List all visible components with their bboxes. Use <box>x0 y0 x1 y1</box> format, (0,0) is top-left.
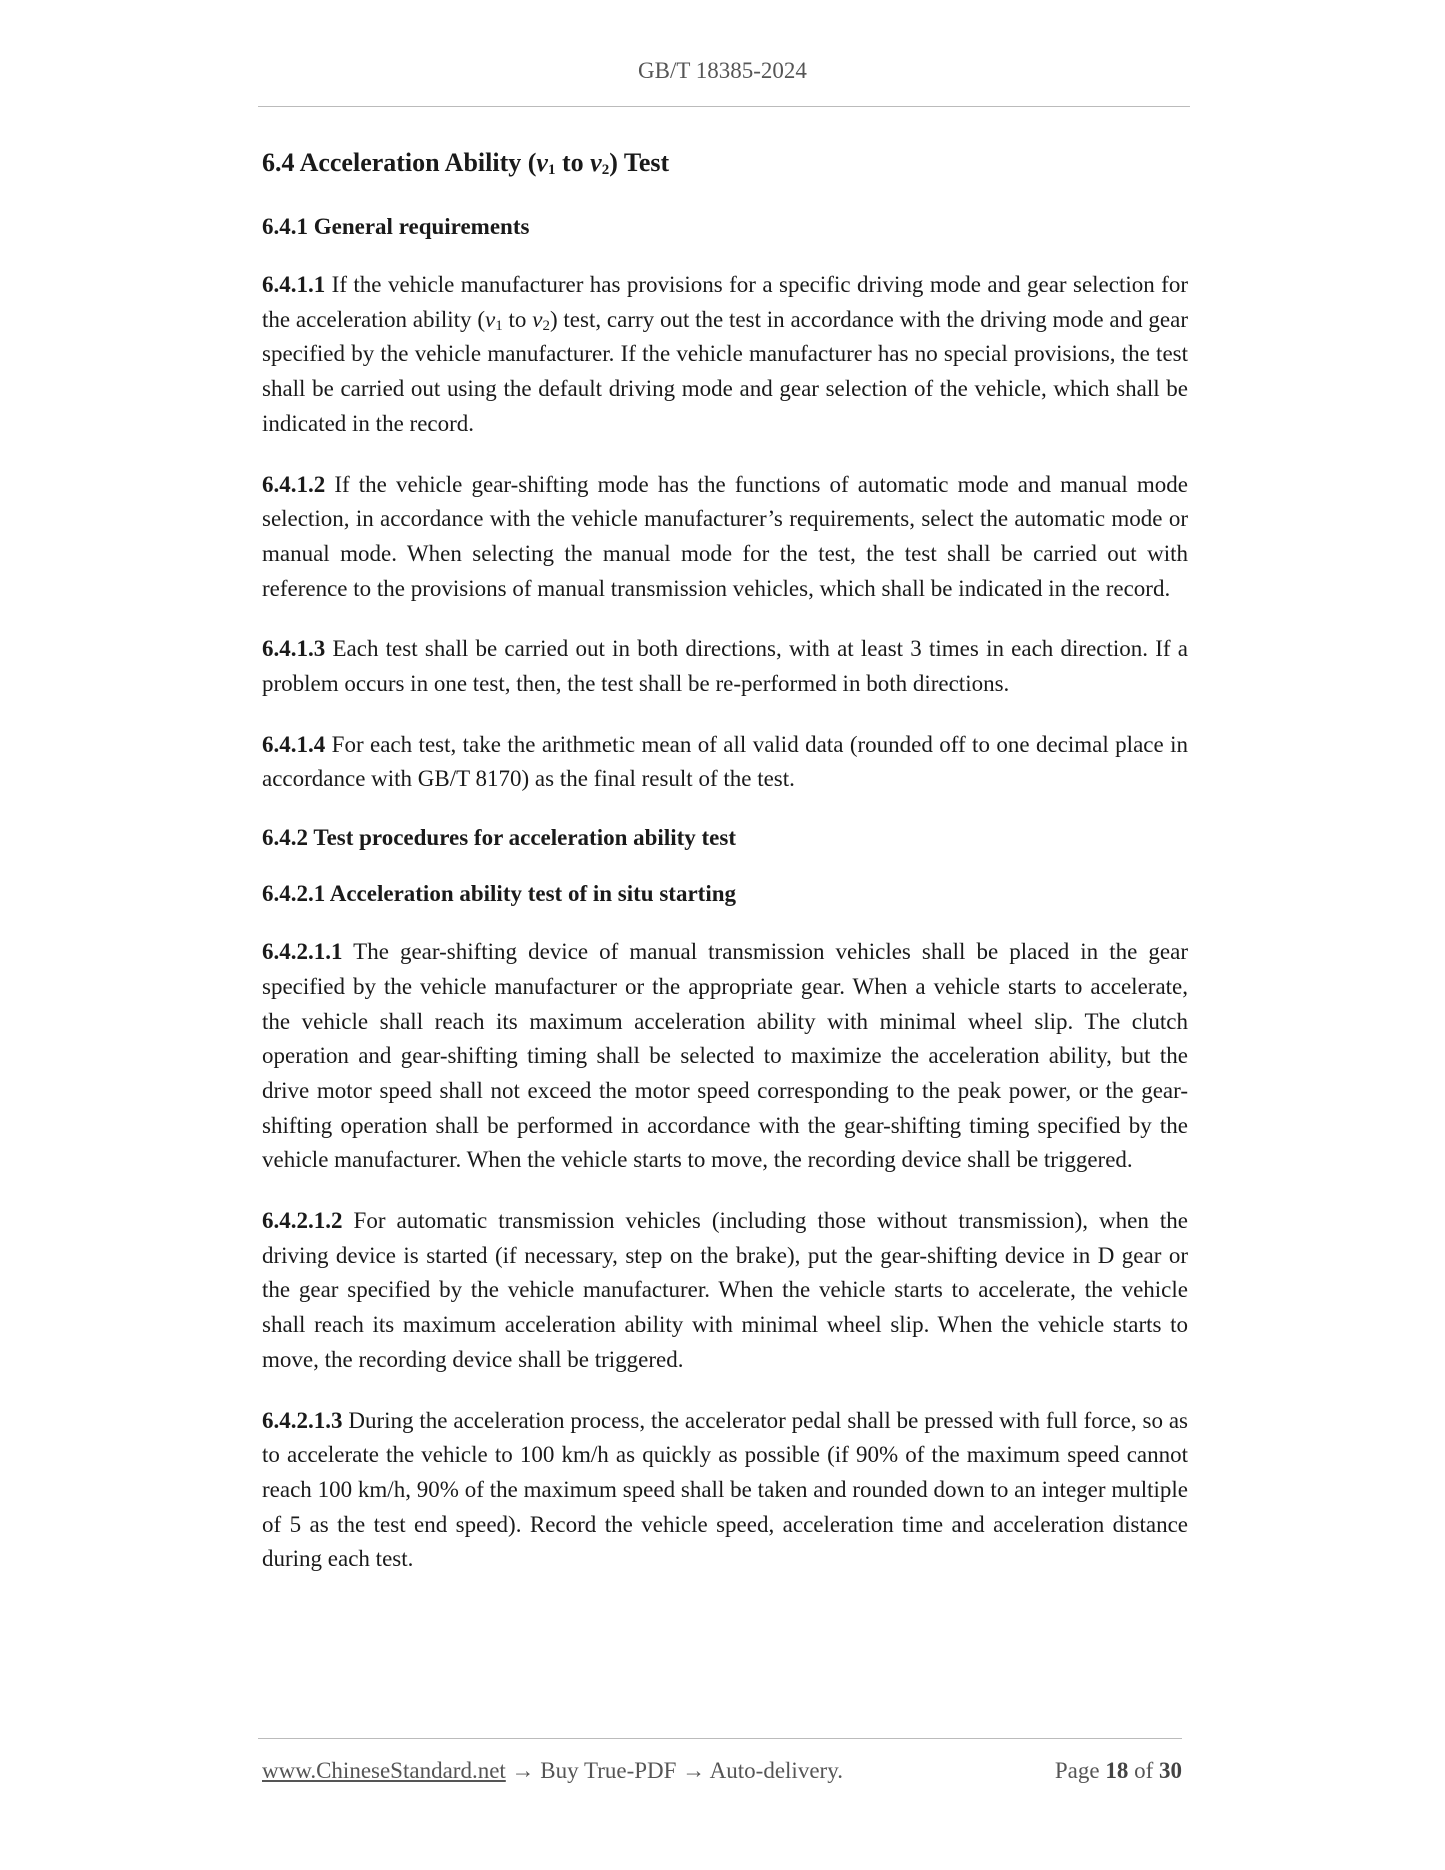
website-link[interactable]: www.ChineseStandard.net <box>262 1758 506 1783</box>
arrow-icon: → <box>505 1758 541 1783</box>
subsection-heading-6-4-2: 6.4.2 Test procedures for acceleration ability test <box>262 825 736 851</box>
header-divider <box>258 106 1190 107</box>
document-header: GB/T 18385-2024 <box>638 58 807 83</box>
section-heading-6-4: 6.4 Acceleration Ability ($v_1$ to $v_2$) Test <box>262 148 670 178</box>
paragraph-6-4-2-1-3: 6.4.2.1.3 During the acceleration process, the accelerator pedal shall be pressed with full force, so as to accelerate the vehicle to 100 km/h as quickly as possible (if 90% of the maximum speed cannot reach 100 km/h, 90% of the maximum speed shall be taken and rounded down to an integer multiple of 5 as the test end speed). Record the vehicle speed, acceleration time and acceleration distance during each test. <box>262 1407 1188 1572</box>
buy-pdf-text: Buy True-PDF <box>540 1758 677 1783</box>
paragraph-6-4-2-1-2: 6.4.2.1.2 For automatic transmission vehicles (including those without transmission), when the driving device is started (if necessary, step on the brake), put the gear-shifting device in D gear or the gear specified by the vehicle manufacturer. When the vehicle starts to accelerate, the vehicle shall reach its maximum acceleration ability with minimal wheel slip. When the vehicle starts to move, the recording device shall be triggered. <box>262 1208 1188 1372</box>
paragraph-6-4-1-4: 6.4.1.4 For each test, take the arithmetic mean of all valid data (rounded off to one decimal place in accordance with GB/T 8170) as the final result of the test. <box>262 731 1188 792</box>
paragraph-6-4-2-1-1: 6.4.2.1.1 The gear-shifting device of manual transmission vehicles shall be placed in the gear specified by the vehicle manufacturer or the appropriate gear. When a vehicle starts to accelerate, the vehicle shall reach its maximum acceleration ability with minimal wheel slip. The clutch operation and gear-shifting timing shall be selected to maximize the acceleration ability, but the drive motor speed shall not exceed the motor speed corresponding to the peak power, or the gear-shifting operation shall be performed in accordance with the gear-shifting timing specified by the vehicle manufacturer. When the vehicle starts to move, the recording device shall be triggered. <box>262 939 1188 1173</box>
page-number: Page 18 of 30 <box>1054 1758 1182 1783</box>
footer-divider <box>258 1738 1182 1739</box>
paragraph-6-4-1-2: 6.4.1.2 If the vehicle gear-shifting mode has the functions of automatic mode and manual mode selection, in accordance with the vehicle manufacturer’s requirements, select the automatic mode or manual mode. When selecting the manual mode for the test, the test shall be carried out with reference to the provisions of manual transmission vehicles, which shall be indicated in the record. <box>262 471 1188 601</box>
footer-promo <box>262 1758 843 1784</box>
paragraph-6-4-1-3: 6.4.1.3 Each test shall be carried out in both directions, with at least 3 times in each direction. If a problem occurs in one test, then, the test shall be re-performed in both directions. <box>262 636 1188 697</box>
auto-delivery-text: Auto-delivery. <box>709 1758 843 1783</box>
subsection-heading-6-4-1: 6.4.1 General requirements <box>262 214 530 239</box>
paragraph-6-4-1-1: 6.4.1.1 If the vehicle manufacturer has provisions for a specific driving mode and gear selection for the acceleration ability ($v_1$ to $v_2$) test, carry out the test in accordance with the driving mode and gear specified by the vehicle manufacturer. If the vehicle manufacturer has no special provisions, the test shall be carried out using the default driving mode and gear selection of the vehicle, which shall be indicated in the record. <box>262 272 1189 436</box>
page-content <box>262 146 1188 1603</box>
subsection-heading-6-4-2-1: 6.4.2.1 Acceleration ability test of in situ starting <box>262 881 737 907</box>
arrow-icon: → <box>676 1758 710 1783</box>
